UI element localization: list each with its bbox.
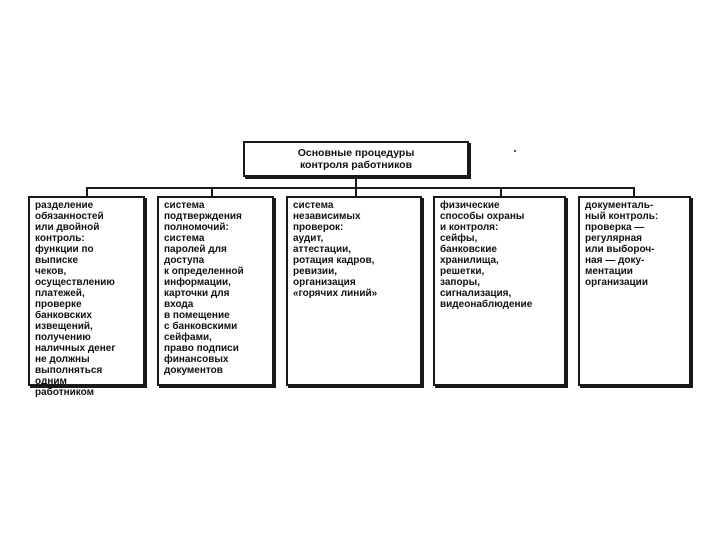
branch-bus-line (86, 187, 635, 189)
branch-3-line-7: ревизии, (293, 266, 338, 277)
branch-box-physical-protection (433, 196, 566, 386)
branch-2-line-5: паролей для (164, 244, 227, 255)
branch-2-line-11: в помещение (164, 310, 230, 321)
branch-4-line-10: видеонаблюдение (440, 299, 533, 310)
branch-3-line-4: аудит, (293, 233, 324, 244)
branch-2-line-6: доступа (164, 255, 205, 266)
branch-box-segregation (28, 196, 145, 398)
branch-connector-5 (633, 187, 635, 196)
branch-5-line-5: или выбороч- (585, 244, 655, 255)
branch-connector-3 (355, 187, 357, 196)
scan-speck (514, 150, 516, 152)
branch-4-line-9: сигнализация, (440, 288, 512, 299)
branch-connector-4 (500, 187, 502, 196)
branch-3-line-6: ротация кадров, (293, 255, 375, 266)
branch-2-line-7: к определенной (164, 266, 244, 277)
branch-1-line-6: выписке (35, 255, 79, 266)
branch-2-line-15: финансовых (164, 354, 229, 365)
branch-5-line-6: ная — доку- (585, 255, 645, 266)
branch-4-line-7: решетки, (440, 266, 485, 277)
root-label-line-2: контроля работников (299, 159, 413, 171)
branch-2-line-1: система (164, 200, 205, 211)
branch-box-documentary-control (578, 196, 691, 386)
branch-2-line-14: право подписи (164, 343, 239, 354)
branch-5-line-4: регулярная (585, 233, 642, 244)
root-label (298, 147, 415, 171)
branch-2-line-9: карточки для (164, 288, 230, 299)
branch-4-line-1: физические (440, 200, 500, 211)
branch-2-line-10: входа (164, 299, 194, 310)
branch-3-line-9: «горячих линий» (293, 288, 378, 299)
branch-1-line-11: банковских (35, 310, 92, 321)
branch-1-line-4: контроль: (35, 233, 85, 244)
branch-1-line-12: извещений, (35, 321, 93, 332)
branch-1-line-18: работником (35, 387, 95, 398)
branch-3-line-5: аттестации, (293, 244, 352, 255)
branch-1-line-16: выполняться (35, 365, 103, 376)
branch-1-line-1: разделение (35, 200, 94, 211)
branch-2-line-8: информации, (164, 277, 231, 288)
branch-2-line-2: подтверждения (164, 211, 242, 222)
branch-2-line-3: полномочий: (164, 222, 229, 233)
branch-5-line-3: проверка — (585, 222, 645, 233)
branch-connector-1 (86, 187, 88, 196)
branch-1-line-13: получению (35, 332, 91, 343)
branch-1-line-8: осуществлению (35, 277, 115, 288)
branch-1-line-10: проверке (35, 299, 82, 310)
branch-5-line-7: ментации (585, 266, 633, 277)
branch-5-line-1: документаль- (585, 200, 654, 211)
branch-5-line-2: ный контроль: (585, 211, 659, 222)
branch-box-independent-checks (286, 196, 422, 386)
branch-2-line-16: документов (164, 365, 223, 376)
branch-1-line-5: функции по (35, 244, 94, 255)
branch-1-line-9: платежей, (35, 288, 85, 299)
branch-1-line-14: наличных денег (35, 343, 116, 354)
branch-5-line-8: организации (585, 277, 648, 288)
branch-2-line-4: система (164, 233, 205, 244)
branch-1-line-3: или двойной (35, 222, 100, 233)
branch-4-line-8: запоры, (440, 277, 480, 288)
branch-4-line-3: и контроля: (440, 222, 499, 233)
branch-4-line-6: хранилища, (440, 255, 499, 266)
branch-connector-2 (211, 187, 213, 196)
branch-1-line-15: не должны (35, 354, 90, 365)
branch-3-line-1: система (293, 200, 334, 211)
branch-1-line-7: чеков, (35, 266, 67, 277)
branch-1-line-2: обязанностей (35, 211, 104, 222)
root-box (243, 141, 469, 177)
branch-box-authorization (157, 196, 274, 386)
branch-4-line-2: способы охраны (440, 211, 525, 222)
branch-3-line-2: независимых (293, 211, 361, 222)
branch-2-line-12: с банковскими (164, 321, 238, 332)
branch-3-line-8: организация (293, 277, 356, 288)
branch-1-line-17: одним (35, 376, 67, 387)
branch-4-line-4: сейфы, (440, 233, 478, 244)
branch-2-line-13: сейфами, (164, 332, 212, 343)
branch-4-line-5: банковские (440, 244, 497, 255)
branch-3-line-3: проверок: (293, 222, 344, 233)
root-label-line-1: Основные процедуры (297, 147, 415, 159)
